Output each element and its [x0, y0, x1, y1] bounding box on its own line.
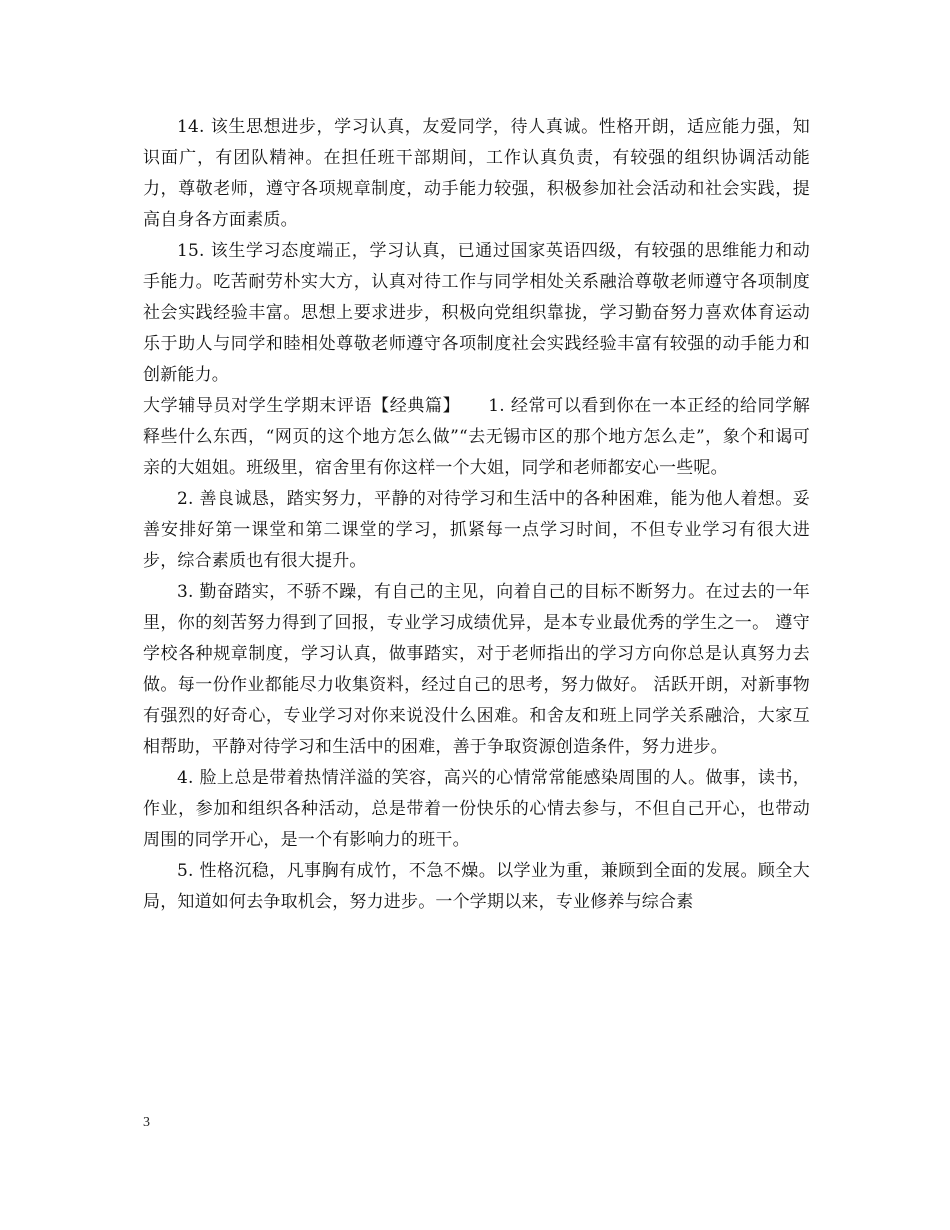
comment-paragraph-3	[143, 577, 810, 763]
comment-paragraph-4	[143, 763, 810, 856]
section-heading: 大学辅导员对学生学期末评语【经典篇】	[143, 396, 461, 416]
paragraph-text: 勤奋踏实，不骄不躁，有自己的主见，向着自己的目标不断努力。在过去的一年里，你的刻苦努力得到了回报，专业学习成绩优异，是本专业最优秀的学生之一。 遵守学校各种规章制度，学习认真，做事踏实，对于老师指出的学习方向你总是认真努力去做。每一份作业都能尽力收集资料，经过自己的思考，努力做好。 活跃开朗，对新事物有强烈的好奇心，专业学习对你来说没什么困难。和舍友和班上同学关系融洽，大家互相帮助，平静对待学习和生活中的困难，善于争取资源创造条件，努力进步。	[143, 582, 810, 757]
comment-paragraph-14	[143, 112, 810, 236]
paragraph-number: 2.	[177, 489, 194, 509]
page-number: 3	[143, 1115, 150, 1130]
paragraph-text: 善良诚恳，踏实努力，平静的对待学习和生活中的各种困难，能为他人着想。妥善安排好第一课堂和第二课堂的学习，抓紧每一点学习时间，不但专业学习有很大进步，综合素质也有很大提升。	[143, 489, 810, 571]
document-body	[143, 112, 810, 918]
paragraph-text: 该生学习态度端正，学习认真，已通过国家英语四级，有较强的思维能力和动手能力。吃苦耐劳朴实大方，认真对待工作与同学相处关系融洽尊敬老师遵守各项制度社会实践经验丰富。思想上要求进步，积极向党组织靠拢，学习勤奋努力喜欢体育运动乐于助人与同学和睦相处尊敬老师遵守各项制度社会实践经验丰富有较强的动手能力和创新能力。	[143, 241, 810, 385]
paragraph-text: 脸上总是带着热情洋溢的笑容，高兴的心情常常能感染周围的人。做事，读书，作业，参加和组织各种活动，总是带着一份快乐的心情去参与，不但自己开心，也带动周围的同学开心，是一个有影响力的班干。	[143, 768, 810, 850]
paragraph-number: 14.	[177, 117, 205, 137]
paragraph-number: 3.	[177, 582, 194, 602]
paragraph-text: 该生思想进步，学习认真，友爱同学，待人真诚。性格开朗，适应能力强，知识面广，有团队精神。在担任班干部期间，工作认真负责，有较强的组织协调活动能力，尊敬老师，遵守各项规章制度，动手能力较强，积极参加社会活动和社会实践，提高自身各方面素质。	[143, 117, 810, 230]
paragraph-number: 1.	[488, 396, 505, 416]
paragraph-number: 4.	[177, 768, 194, 788]
comment-paragraph-5	[143, 856, 810, 918]
comment-paragraph-2	[143, 484, 810, 577]
comment-paragraph-15	[143, 236, 810, 391]
paragraph-number: 5.	[177, 861, 194, 881]
paragraph-text: 性格沉稳，凡事胸有成竹，不急不燥。以学业为重，兼顾到全面的发展。顾全大局，知道如何去争取机会，努力进步。一个学期以来，专业修养与综合素	[143, 861, 810, 912]
comment-paragraph-1	[143, 391, 810, 484]
paragraph-text: 经常可以看到你在一本正经的给同学解释些什么东西，“网页的这个地方怎么做”“去无锡市区的那个地方怎么走”，象个和谒可亲的大姐姐。班级里，宿舍里有你这样一个大姐，同学和老师都安心一些呢。	[143, 396, 810, 478]
paragraph-number: 15.	[177, 241, 205, 261]
